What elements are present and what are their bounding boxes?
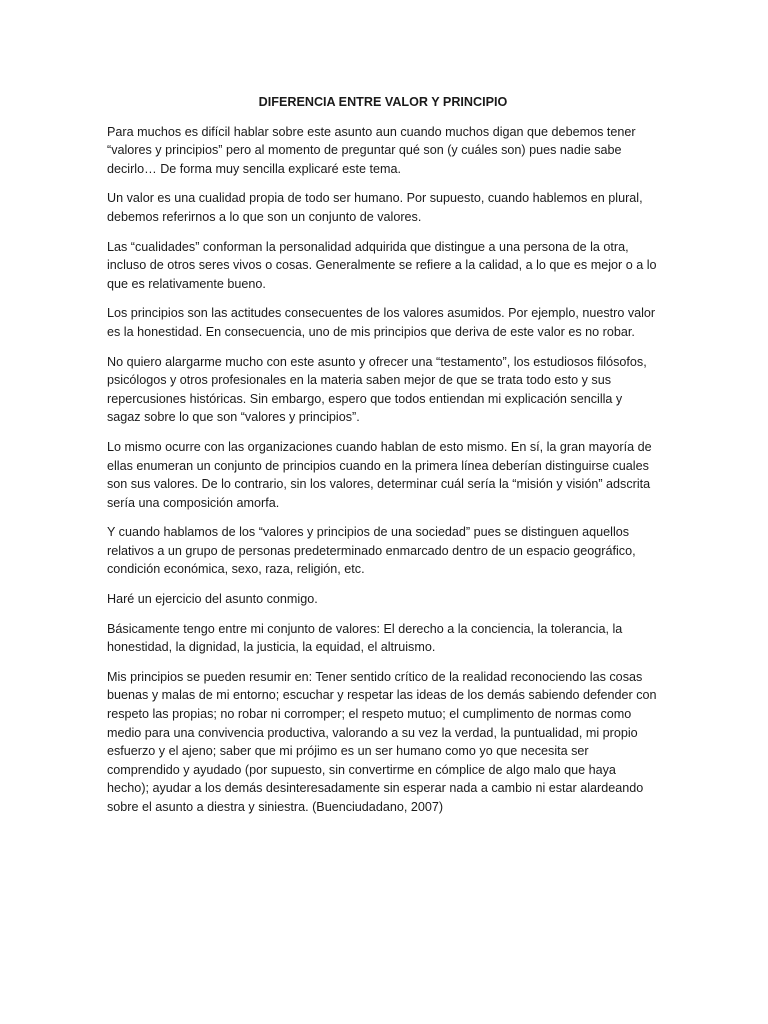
document-title: DIFERENCIA ENTRE VALOR Y PRINCIPIO (258, 95, 508, 109)
paragraph-mis-principios: Mis principios se pueden resumir en: Tener sentido crítico de la realidad reconociendo las cosas buenas y malas de mi entorno; escuchar y respetar las ideas de los demás sabiendo defender con respeto las propias; no robar ni corromper; el respeto mutuo; el cumplimento de normas como medio para una convivencia productiva, valorando a su vez la verdad, la puntualidad, mi propio esfuerzo y el ajeno; saber que mi prójimo es un ser humano como yo que necesita ser comprendido y ayudado (por supuesto, sin convertirme en cómplice de algo malo que haya hecho); ayudar a los demás desinteresadamente sin esperar nada a cambio ni estar alardeando sobre el asunto a diestra y siniestra. (Buenciudadano, 2007) (107, 669, 657, 814)
paragraph-valor-definicion: Un valor es una cualidad propia de todo ser humano. Por supuesto, cuando hablemos en plural, debemos referirnos a lo que son un conjunto de valores. (107, 191, 643, 224)
paragraph-sociedad: Y cuando hablamos de los “valores y principios de una sociedad” pues se distinguen aquellos relativos a un grupo de personas predeterminado enmarcado dentro de un espacio geográfico, condición económica, sexo, raza, religión, etc. (107, 525, 636, 577)
paragraph-ejercicio: Haré un ejercicio del asunto conmigo. (107, 592, 318, 607)
paragraph-mis-valores: Básicamente tengo entre mi conjunto de valores: El derecho a la conciencia, la tolerancia, la honestidad, la dignidad, la justicia, la equidad, el altruismo. (107, 621, 623, 655)
paragraph-principios-definicion: Los principios son las actitudes consecuentes de los valores asumidos. Por ejemplo, nuestro valor es la honestidad. En consecuencia, uno de mis principios que deriva de este valor es no robar. (107, 306, 656, 339)
document-page (107, 93, 659, 828)
paragraph-intro: Para muchos es difícil hablar sobre este asunto aun cuando muchos digan que debemos tener “valores y principios” pero al momento de preguntar qué son (y cuáles son) pues nadie sabe decirlo… De forma muy sencilla explicaré este tema. (107, 124, 636, 176)
paragraph-testamento: No quiero alargarme mucho con este asunto y ofrecer una “testamento”, los estudiosos filósofos, psicólogos y otros profesionales en la materia saben mejor de que se trata todo esto y sus repercusiones históricas. Sin embargo, espero que todos entiendan mi explicación sencilla y sagaz sobre lo que son “valores y principios”. (107, 354, 647, 425)
paragraph-organizaciones: Lo mismo ocurre con las organizaciones cuando hablan de esto mismo. En sí, la gran mayoría de ellas enumeran un conjunto de principios cuando en la primera línea deberían distinguirse cuales son sus valores. De lo contrario, sin los valores, determinar cuál sería la “misión y visión” adscrita sería una composición amorfa. (107, 439, 652, 510)
paragraph-cualidades: Las “cualidades” conforman la personalidad adquirida que distingue a una persona de la otra, incluso de otros seres vivos o cosas. Generalmente se refiere a la calidad, a lo que es mejor o a lo que es relativamente bueno. (107, 239, 657, 291)
